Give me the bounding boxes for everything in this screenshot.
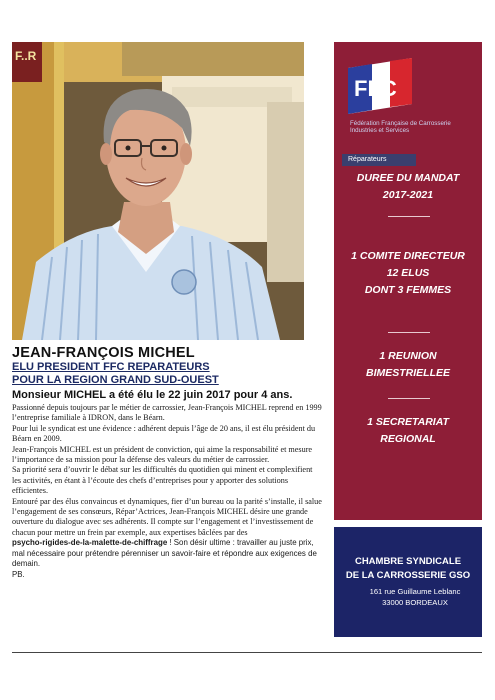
bio-paragraph-5-continued: [12, 538, 322, 570]
bio-paragraph-2: Pour lui le syndicat est une évidence : adhérent depuis l’âge de 20 ans, il est élu président du Béarn en 2009.: [12, 423, 316, 444]
mandate-years: 2017-2021: [382, 189, 434, 201]
bio-bold-phrase: psycho-rigides-de-la-malette-de-chiffrage: [12, 538, 168, 548]
person-name: JEAN-FRANÇOIS MICHEL: [12, 345, 195, 361]
mandate-duration: [334, 170, 482, 204]
secretariat-block: [334, 414, 482, 448]
chambre-title-2: DE LA CARROSSERIE GSO: [345, 570, 471, 581]
bio-paragraph-3: Jean-François MICHEL est un président de conviction, qui aime la responsabilité et mesure l’importance de sa mission pour la défense des valeurs du métier de carrossier.: [12, 444, 313, 465]
bio-paragraph-5-tail: ! Son désir ultime : travailler au juste prix, mal nécessaire pour prétendre pérenniser un savoir-faire et répondre aux exigences de demain.: [12, 538, 317, 569]
reparateurs-tag: Réparateurs: [342, 154, 416, 166]
bio-paragraph-4: Sa priorité sera d’ouvrir le débat sur les difficultés du quotidien qui minent et complexifient les activités, en étant à l’écoute des chefs d’entreprises pour y apporter des solutions efficientes.: [12, 465, 313, 496]
shop-sign-letters: F..R: [15, 49, 37, 63]
bio-paragraph-5-text: Entouré par des élus convaincus et dynamiques, fier d’un bureau ou la parité s’installe, il salue l’engagement de ses consœurs, Répar’Actrices, Jean-François MICHEL désire une grande ouverture du dialogue avec ses adhérents. Il compte sur l’engagement et l’investissement de chacun pour mettre un frein par exemple, aux expertises bâclées par des: [12, 496, 322, 537]
mandate-title: DUREE DU MANDAT: [356, 172, 460, 184]
biography: [12, 403, 322, 580]
ffc-subtitle-line-2: Industries et Services: [350, 127, 410, 134]
ffc-logo-text: FFC: [354, 76, 397, 101]
ffc-logo: [342, 58, 478, 168]
portrait-photo: [12, 42, 304, 340]
ffc-subtitle-line-1: Fédération Française de Carrosserie: [350, 120, 451, 127]
chambre-syndicale-box: [334, 527, 482, 637]
chambre-title-1: CHAMBRE SYNDICALE: [354, 556, 462, 567]
comite-line-3: DONT 3 FEMMES: [364, 284, 452, 296]
signature: PB.: [12, 570, 25, 580]
comite-block: [334, 248, 482, 299]
role-line-2: POUR LA REGION GRAND SUD-OUEST: [12, 374, 219, 386]
chambre-address-1: 161 rue Guillaume Leblanc: [369, 587, 461, 596]
mandate-panel: [334, 42, 482, 520]
bottom-divider: [12, 652, 482, 653]
bio-paragraph-5: [12, 497, 322, 539]
comite-line-1: 1 COMITE DIRECTEUR: [351, 250, 465, 262]
reunion-line-1: 1 REUNION: [379, 350, 437, 362]
reunion-line-2: BIMESTRIELLEE: [365, 367, 450, 379]
chambre-address-2: 33000 BORDEAUX: [382, 598, 448, 607]
bio-paragraph-1: Passionné depuis toujours par le métier de carrossier, Jean-François MICHEL reprend en 1999 l’entreprise familiale à IDRON, dans le Béarn.: [12, 403, 322, 423]
ffc-logo-icon: [342, 58, 416, 114]
article-column: [12, 345, 322, 580]
separator-2: [388, 332, 430, 333]
reunion-block: [334, 348, 482, 382]
comite-line-2: 12 ELUS: [386, 267, 430, 279]
separator-1: [388, 216, 430, 217]
ffc-subtitle: [350, 120, 470, 134]
separator-3: [388, 398, 430, 399]
role-line-1: ELU PRESIDENT FFC REPARATEURS: [12, 361, 210, 373]
elected-line: Monsieur MICHEL a été élu le 22 juin 2017 pour 4 ans.: [12, 389, 293, 401]
secretariat-line-1: 1 SECRETARIAT: [367, 416, 449, 428]
secretariat-line-2: REGIONAL: [380, 433, 436, 445]
